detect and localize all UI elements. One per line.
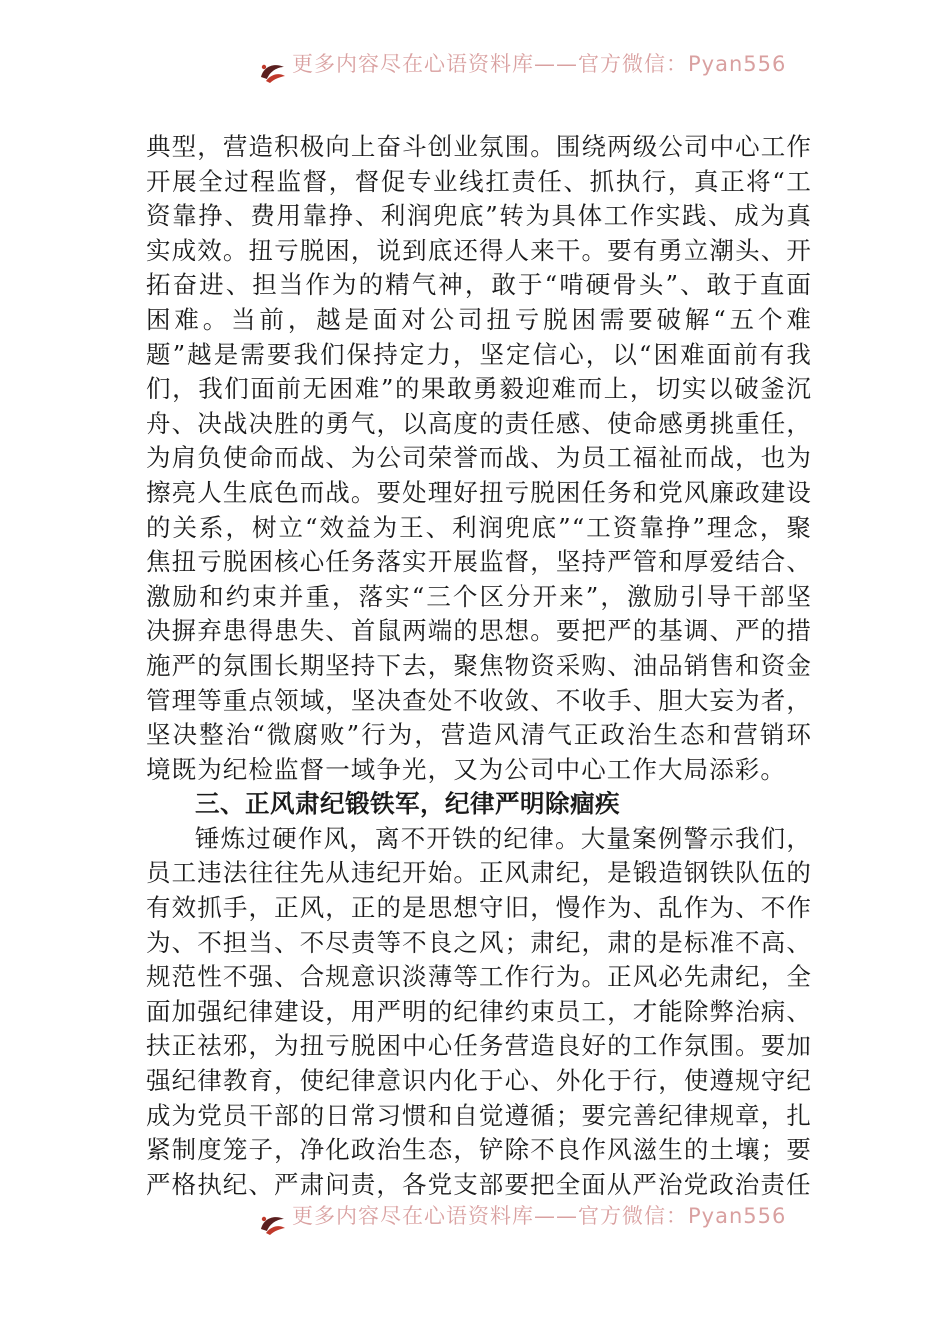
watermark-text: 更多内容尽在心语资料库——官方微信：Pyan556 — [292, 52, 787, 76]
brand-logo-icon — [258, 1211, 288, 1237]
brand-logo-icon — [258, 59, 288, 85]
body-paragraph: 锤炼过硬作风，离不开铁的纪律。大量案例警示我们，员工违法往往先从违纪开始。正风肃纪，是锻造钢铁队伍的有效抓手，正风，正的是思想守旧，慢作为、乱作为、不作为、不担当、不尽责等不良之风；肃纪，肃的是标准不高、规范性不强、合规意识淡薄等工作行为。正风必先肃纪，全面加强纪律建设，用严明的纪律约束员工，才能除弊治病、扶正祛邪，为扭亏脱困中心任务营造良好的工作氛围。要加强纪律教育，使纪律意识内化于心、外化于行，使遵规守纪成为党员干部的日常习惯和自觉遵循；要完善纪律规章，扎紧制度笼子，净化政治生态，铲除不良作风滋生的土壤；要严格执纪、严肃问责，各党支部要把全面从严治党政治责任 — [146, 823, 812, 1199]
document-body — [146, 130, 812, 1202]
body-paragraph: 典型，营造积极向上奋斗创业氛围。围绕两级公司中心工作开展全过程监督，督促专业线扛责任、抓执行，真正将“工资靠挣、费用靠挣、利润兜底”转为具体工作实践、成为真实成效。扭亏脱困，说到底还得人来干。要有勇立潮头、开拓奋进、担当作为的精气神，敢于“啃硬骨头”、敢于直面困难。当前，越是面对公司扭亏脱困需要破解“五个难题”越是需要我们保持定力，坚定信心，以“困难面前有我们，我们面前无困难”的果敢勇毅迎难而上，切实以破釜沉舟、决战决胜的勇气，以高度的责任感、使命感勇挑重任，为肩负使命而战、为公司荣誉而战、为员工福祉而战，也为擦亮人生底色而战。要处理好扭亏脱困任务和党风廉政建设的关系，树立“效益为王、利润兜底”“工资靠挣”理念，聚焦扭亏脱困核心任务落实开展监督，坚持严管和厚爱结合、激励和约束并重，落实“三个区分开来”，激励引导干部坚决摒弃患得患失、首鼠两端的思想。要把严的基调、严的措施严的氛围长期坚持下去，聚焦物资采购、油品销售和资金管理等重点领域，坚决查处不收敛、不收手、胆大妄为者，坚决整治“微腐败”行为，营造风清气正政治生态和营销环境既为纪检监督一域争光，又为公司中心工作大局添彩。 — [146, 132, 812, 784]
watermark-text: 更多内容尽在心语资料库——官方微信：Pyan556 — [292, 1204, 787, 1228]
section-heading: 三、正风肃纪锻铁军，纪律严明除痼疾 — [195, 789, 620, 819]
header-watermark — [258, 52, 786, 92]
footer-watermark — [258, 1204, 786, 1244]
